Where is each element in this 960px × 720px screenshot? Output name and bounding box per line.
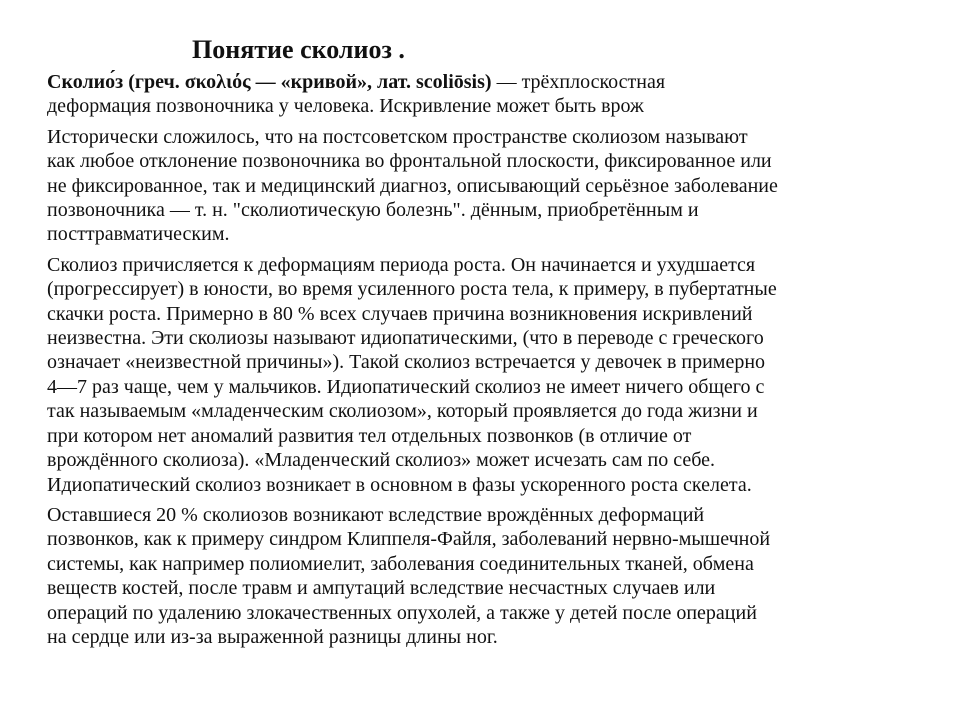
text-line: при котором нет аномалий развития тел отдельных позвонков (в отличие от [47, 424, 692, 447]
text-line: посттравматическим. [47, 223, 230, 246]
text-line: 4—7 раз чаще, чем у мальчиков. Идиопатический сколиоз не имеет ничего общего с [47, 375, 765, 398]
text-line: так называемым «младенческим сколиозом», который проявляется до года жизни и [47, 400, 758, 423]
definition-line: деформация позвоночника у человека. Искривление может быть врож [47, 95, 644, 118]
slide-title: Понятие сколиоз . [192, 35, 405, 64]
text-line: означает «неизвестной причины»). Такой сколиоз встречается у девочек в примерно [47, 351, 766, 374]
text-line: Идиопатический сколиоз возникает в основном в фазы ускоренного роста скелета. [47, 473, 752, 496]
text-line: врождённого сколиоза). «Младенческий сколиоз» может исчезать сам по себе. [47, 449, 716, 472]
text-line: веществ костей, после травм и ампутаций вследствие несчастных случаев или [47, 577, 716, 600]
definition-paragraph [47, 70, 917, 119]
text-line: позвонков, как к примеру синдром Клиппеля-Файля, заболеваний нервно-мышечной [47, 528, 771, 551]
text-line: скачки роста. Примерно в 80 % всех случаев причина возникновения искривлений [47, 302, 753, 325]
text-line: неизвестна. Эти сколиозы называют идиопатическими, (что в переводе с греческого [47, 327, 764, 350]
slide-body [47, 70, 917, 655]
paragraph-causes [47, 503, 917, 649]
definition-line [47, 70, 917, 94]
text-line: Оставшиеся 20 % сколиозов возникают вследствие врождённых деформаций [47, 503, 705, 526]
text-line: системы, как например полиомиелит, заболевания соединительных тканей, обмена [47, 552, 754, 575]
text-line: Сколиоз причисляется к деформациям периода роста. Он начинается и ухудшается [47, 253, 756, 276]
text-line: как любое отклонение позвоночника во фронтальной плоскости, фиксированное или [47, 150, 772, 173]
text-line: (прогрессирует) в юности, во время усиленного роста тела, к примеру, в пубертатные [47, 278, 777, 301]
paragraph-history [47, 125, 917, 247]
text-line: Исторически сложилось, что на постсоветском пространстве сколиозом называют [47, 125, 748, 148]
definition-term: Сколио́з (греч. σκολιός — «кривой», лат. scoliōsis) [47, 71, 492, 93]
text-line: не фиксированное, так и медицинский диагноз, описывающий серьёзное заболевание [47, 174, 778, 197]
text-line: позвоночника — т. н. "сколиотическую болезнь". дённым, приобретённым и [47, 199, 699, 222]
text-line: на сердце или из-за выраженной разницы длины ног. [47, 625, 498, 648]
definition-line1-rest: — трёхплоскостная [491, 71, 666, 93]
text-line: операций по удалению злокачественных опухолей, а также у детей после операций [47, 601, 757, 624]
paragraph-growth [47, 253, 917, 497]
